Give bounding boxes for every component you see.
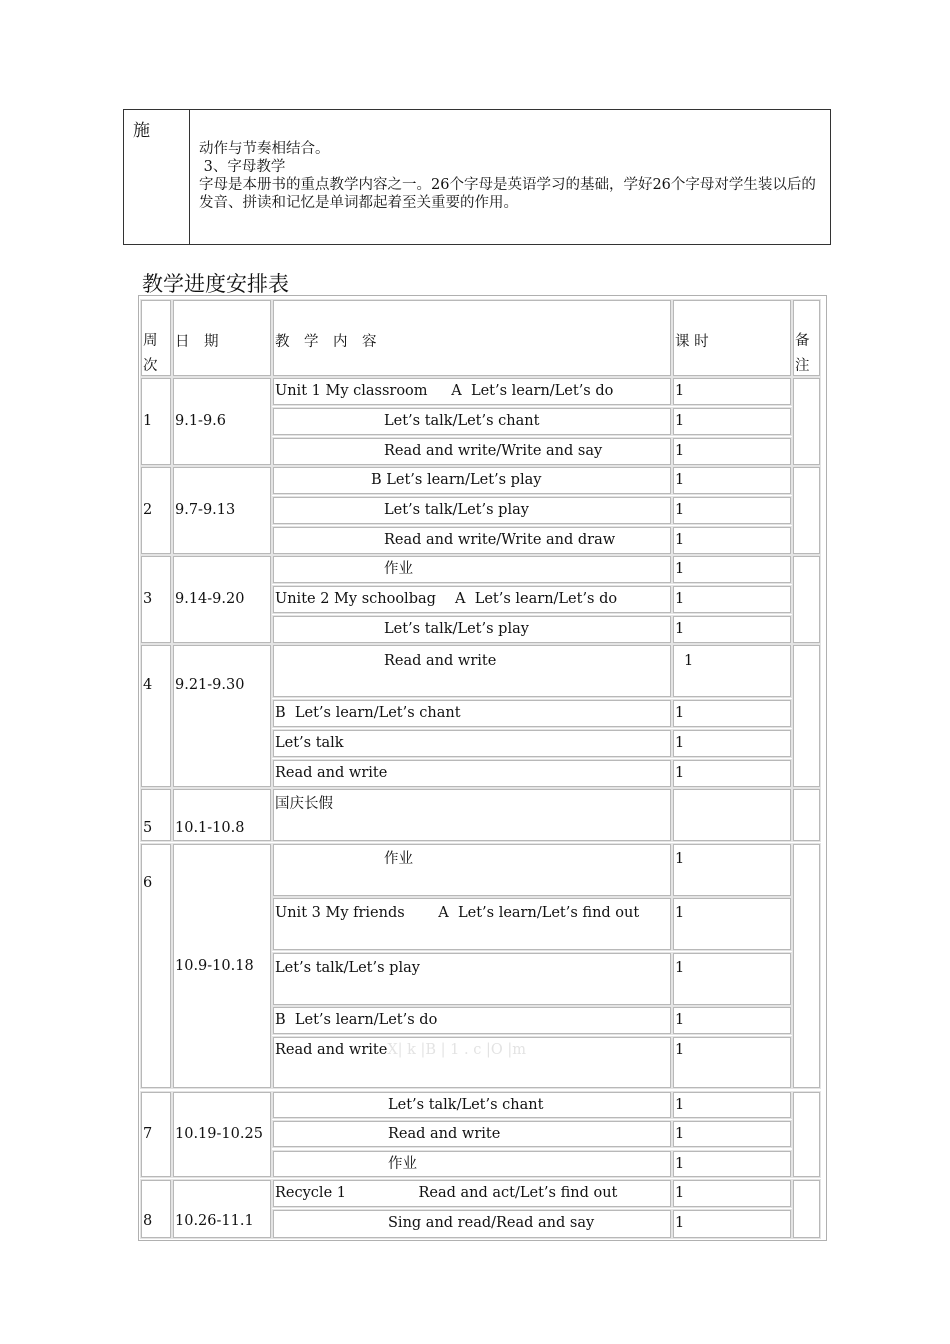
week-cell: 3 [141, 556, 171, 643]
content-cell: Unit 1 My classroom A Let’s learn/Let’s do [273, 378, 671, 405]
content-cell: Read and write [273, 645, 671, 697]
date-cell: 9.21-9.30 [173, 645, 271, 787]
note-cell [793, 789, 820, 841]
header-content: 教 学 内 容 [273, 300, 671, 376]
hours-cell: 1 [673, 1151, 791, 1177]
hours-cell: 1 [673, 438, 791, 465]
week-cell: 7 [141, 1092, 171, 1177]
content-cell: 作业 [273, 844, 671, 896]
note-cell [793, 844, 820, 1088]
hours-cell: 1 [673, 645, 791, 697]
content-cell: B Let’s learn/Let’s chant [273, 700, 671, 727]
header-hours: 课 时 [673, 300, 791, 376]
top-section-divider [189, 110, 190, 244]
hours-cell: 1 [673, 760, 791, 787]
schedule-table [138, 295, 827, 1241]
header-note: 备注 [793, 300, 820, 376]
date-cell: 9.7-9.13 [173, 467, 271, 554]
content-cell: Let’s talk [273, 730, 671, 757]
content-cell: Let’s talk/Let’s chant [273, 408, 671, 435]
hours-cell: 1 [673, 700, 791, 727]
content-cell: Read and write/Write and draw [273, 527, 671, 554]
content-cell [273, 1037, 671, 1088]
hours-cell: 1 [673, 616, 791, 643]
content-cell: Read and write/Write and say [273, 438, 671, 465]
note-cell [793, 467, 820, 554]
hours-cell: 1 [673, 378, 791, 405]
date-cell: 9.1-9.6 [173, 378, 271, 465]
hours-cell: 1 [673, 586, 791, 613]
hours-cell: 1 [673, 467, 791, 494]
schedule-title: 教学进度安排表 [142, 272, 289, 296]
content-cell: 作业 [273, 556, 671, 583]
note-cell [793, 378, 820, 465]
content-cell: B Let’s learn/Let’s play [273, 467, 671, 494]
header-week: 周次 [141, 300, 171, 376]
content-cell: Let’s talk/Let’s play [273, 497, 671, 524]
hours-cell: 1 [673, 1007, 791, 1034]
content-cell: Let’s talk/Let’s chant [273, 1092, 671, 1118]
content-cell: Read and write [273, 1121, 671, 1147]
content-cell: 作业 [273, 1151, 671, 1177]
top-line-1: 动作与节奏相结合。 [199, 141, 330, 157]
date-cell: 10.19-10.25 [173, 1092, 271, 1177]
content-cell: Let’s talk/Let’s play [273, 616, 671, 643]
hours-cell: 1 [673, 898, 791, 950]
hours-cell: 1 [673, 730, 791, 757]
hours-cell: 1 [673, 953, 791, 1005]
hours-cell: 1 [673, 1210, 791, 1238]
top-section-label: 施 [133, 121, 150, 141]
content-cell: Unite 2 My schoolbag A Let’s learn/Let’s do [273, 586, 671, 613]
hours-cell: 1 [673, 1180, 791, 1207]
content-cell: Unit 3 My friends A Let’s learn/Let’s find out [273, 898, 671, 950]
note-cell [793, 1180, 820, 1238]
content-text: Read and write [275, 1042, 388, 1058]
week-cell: 8 [141, 1180, 171, 1238]
week-cell: 2 [141, 467, 171, 554]
date-cell: 10.26-11.1 [173, 1180, 271, 1238]
top-section-box [123, 109, 831, 245]
content-cell: Read and write [273, 760, 671, 787]
hours-cell: 1 [673, 1121, 791, 1147]
hours-cell: 1 [673, 556, 791, 583]
week-cell: 5 [141, 789, 171, 841]
hours-cell: 1 [673, 1037, 791, 1088]
content-cell: Recycle 1 Read and act/Let’s find out [273, 1180, 671, 1207]
content-cell: B Let’s learn/Let’s do [273, 1007, 671, 1034]
top-section-text [199, 140, 824, 212]
week-cell: 6 [141, 844, 171, 1088]
date-cell: 9.14-9.20 [173, 556, 271, 643]
date-cell: 10.1-10.8 [173, 789, 271, 841]
watermark-text: X| k |B | 1 . c |O |m [387, 1042, 526, 1058]
hours-cell: 1 [673, 844, 791, 896]
note-cell [793, 556, 820, 643]
note-cell [793, 1092, 820, 1177]
week-cell: 4 [141, 645, 171, 787]
header-date: 日 期 [173, 300, 271, 376]
content-cell: Let’s talk/Let’s play [273, 953, 671, 1005]
hours-cell: 1 [673, 527, 791, 554]
content-cell: 国庆长假 [273, 789, 671, 841]
note-cell [793, 645, 820, 787]
hours-cell: 1 [673, 408, 791, 435]
top-line-2: 3、字母教学 [199, 159, 286, 175]
top-line-3: 字母是本册书的重点教学内容之一。26个字母是英语学习的基础，学好26个字母对学生装以后的发音、拼读和记忆是单词都起着至关重要的作用。 [199, 177, 816, 211]
hours-cell [673, 789, 791, 841]
week-cell: 1 [141, 378, 171, 465]
hours-cell: 1 [673, 1092, 791, 1118]
hours-cell: 1 [673, 497, 791, 524]
content-cell: Sing and read/Read and say [273, 1210, 671, 1238]
date-cell: 10.9-10.18 [173, 844, 271, 1088]
